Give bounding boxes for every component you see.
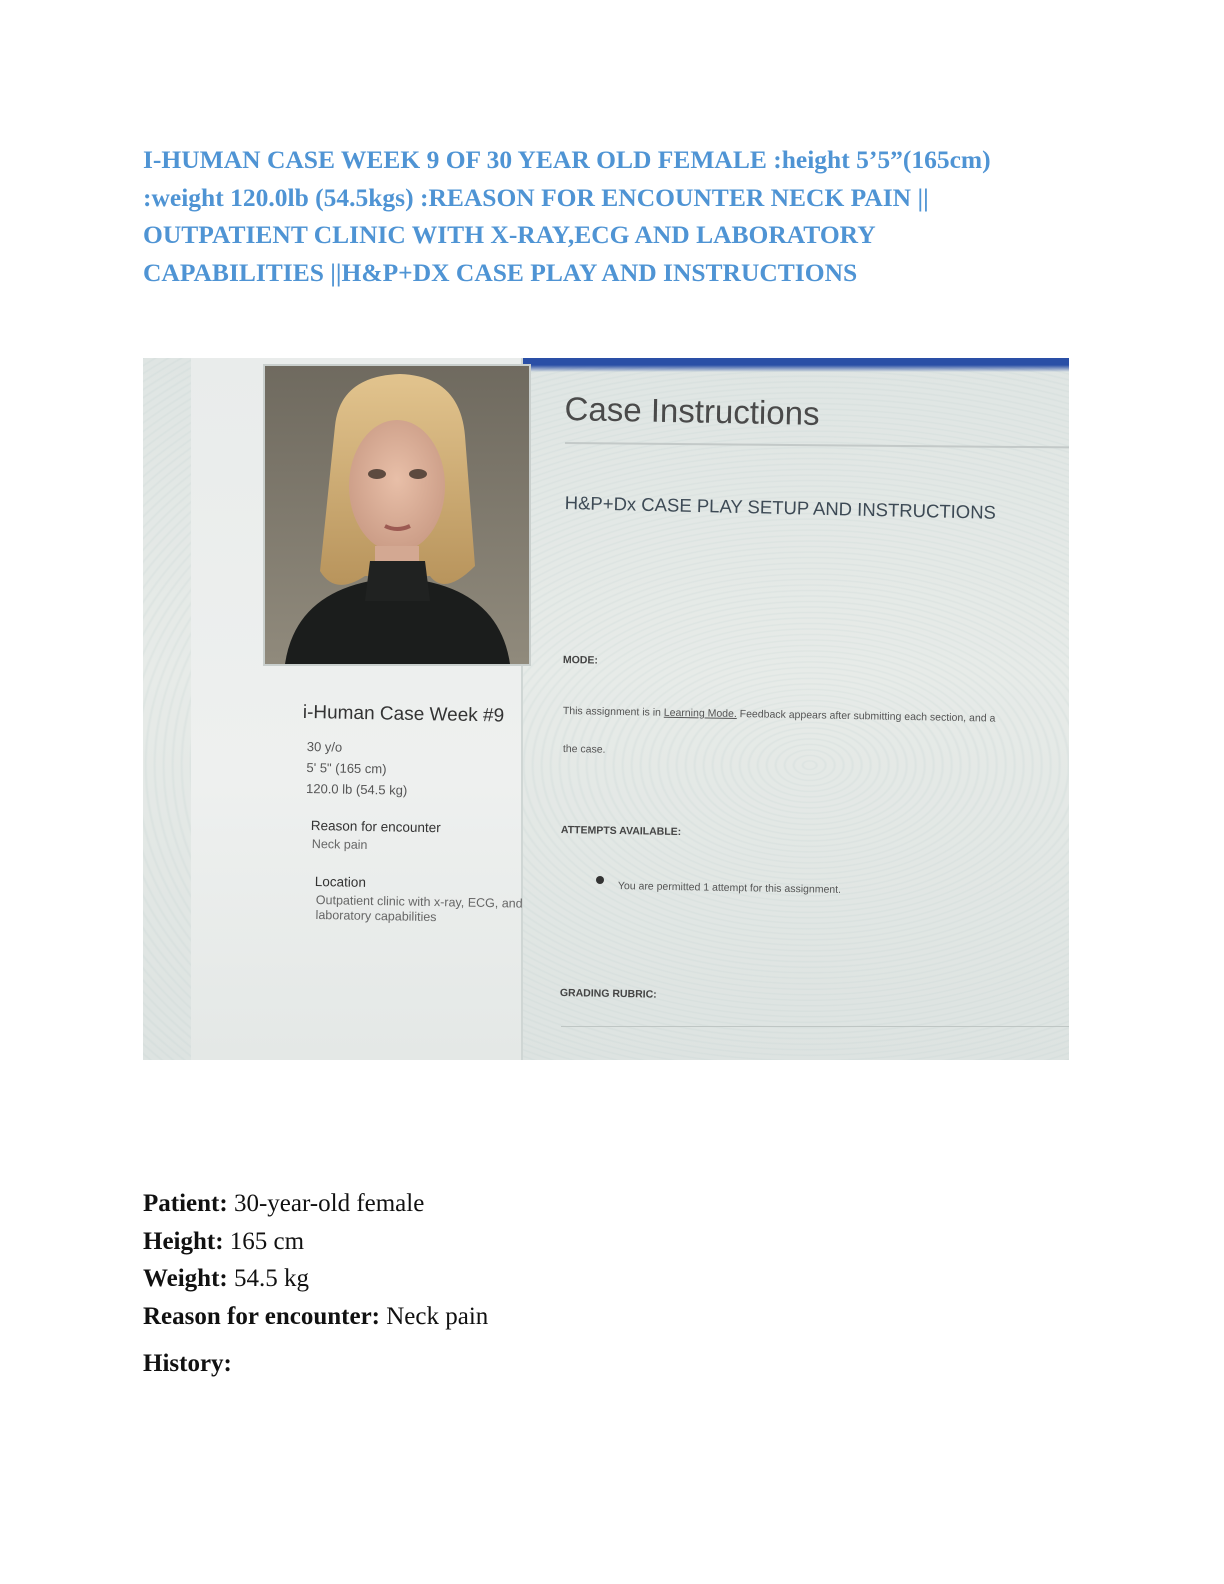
location-label: Location — [314, 874, 367, 890]
avatar-illustration — [265, 366, 529, 664]
patient-facts — [143, 1185, 488, 1335]
setup-subheading: H&P+Dx CASE PLAY SETUP AND INSTRUCTIONS — [564, 492, 997, 523]
learning-mode-link[interactable]: Learning Mode. — [663, 706, 737, 721]
rubric-divider — [561, 1026, 1069, 1027]
mode-text-line2: the case. — [562, 743, 606, 756]
fact-value: 54.5 kg — [227, 1265, 309, 1292]
fact-row — [143, 1298, 488, 1336]
fact-value: 165 cm — [223, 1227, 305, 1255]
attempts-label: ATTEMPTS AVAILABLE: — [560, 824, 682, 839]
case-card-title: i-Human Case Week #9 — [302, 702, 505, 727]
fact-label: Weight: — [143, 1265, 228, 1292]
fact-value: Neck pain — [380, 1302, 489, 1330]
title-line: OUTPATIENT CLINIC WITH X-RAY,ECG AND LABORATORY — [143, 220, 876, 249]
reason-label: Reason for encounter — [310, 818, 441, 836]
mode-text — [563, 705, 996, 725]
grading-rubric-label: GRADING RUBRIC: — [559, 987, 657, 1001]
patient-avatar — [263, 364, 531, 666]
instructions-panel — [523, 358, 1069, 1060]
title-line: :weight 120.0lb (54.5kgs) :REASON FOR ENCOUNTER NECK PAIN || — [143, 182, 929, 212]
bullet-icon — [596, 876, 604, 884]
case-card-panel — [191, 358, 523, 1060]
mode-text-end: Feedback appears after submitting each section, and a — [736, 708, 996, 725]
history-heading: History: — [143, 1350, 232, 1377]
patient-vitals — [306, 736, 408, 801]
heading-divider — [565, 442, 1069, 449]
location-value: Outpatient clinic with x-ray, ECG, and laboratory capabilities — [315, 893, 523, 925]
fact-label: Height: — [143, 1227, 224, 1255]
title-line: I-HUMAN CASE WEEK 9 OF 30 YEAR OLD FEMALE :height 5’5”(165cm) — [143, 145, 991, 174]
title-line: CAPABILITIES ||H&P+DX CASE PLAY AND INSTRUCTIONS — [143, 257, 858, 287]
weight-text: 120.0 lb (54.5 kg) — [305, 780, 408, 798]
fact-row — [143, 1223, 488, 1261]
age-text: 30 y/o — [306, 738, 343, 755]
reason-value: Neck pain — [311, 837, 368, 852]
screen-photo — [143, 358, 1069, 1060]
fact-row — [143, 1185, 488, 1223]
document-title — [143, 141, 1083, 291]
fact-value: 30-year-old female — [227, 1190, 425, 1217]
fact-label: Reason for encounter: — [143, 1302, 380, 1330]
mode-label: MODE: — [562, 654, 598, 667]
fact-row — [143, 1260, 488, 1298]
height-text: 5' 5" (165 cm) — [306, 759, 387, 777]
attempts-text: You are permitted 1 attempt for this assignment. — [617, 880, 842, 896]
mode-text-start: This assignment is in — [562, 705, 664, 719]
case-instructions-heading: Case Instructions — [564, 390, 820, 432]
fact-label: Patient: — [143, 1190, 228, 1217]
